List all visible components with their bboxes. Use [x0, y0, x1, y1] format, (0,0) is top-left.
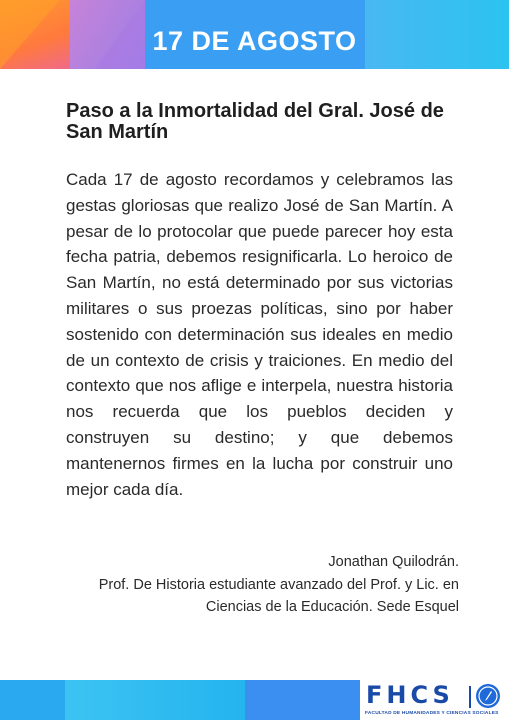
article-heading: Paso a la Inmortalidad del Gral. José de San Martín — [66, 100, 444, 143]
footer-block — [245, 680, 360, 720]
footer-block — [65, 680, 245, 720]
signature-block — [39, 551, 459, 619]
author-role-line-2: Ciencias de la Educación. Sede Esquel — [205, 599, 459, 615]
pen-nib-icon — [476, 684, 500, 708]
logo-divider — [469, 686, 471, 708]
header-banner — [0, 0, 509, 69]
fhcs-logo — [360, 680, 509, 720]
article-body: Cada 17 de agosto recordamos y celebramos las gestas gloriosas que realizo José de San Martín. A pesar de lo protocolar que puede parecer hoy esta fecha patria, debemos resignificarla. Lo heroico de San Martín, no está determinado por sus victorias militares o sus proezas políticas, sino por haber sostenido con determinación sus ideales en medio de un contexto de crisis y traiciones. En medio del contexto que nos aflige e interpela, nuestra historia nos recuerda que los pueblos deciden y construyen su destino; y que debemos mantenernos firmes en la lucha por construir uno mejor cada día. — [66, 170, 453, 499]
footer-block — [0, 680, 65, 720]
logo-subtitle: FACULTAD DE HUMANIDADES Y CIENCIAS SOCIALES — [365, 711, 499, 716]
page-title-text: 17 DE AGOSTO — [152, 26, 357, 56]
logo-wordmark: FHCS — [366, 681, 454, 709]
author-role-line-1: Prof. De Historia estudiante avanzado del Prof. y Lic. en — [98, 576, 459, 593]
footer-bar — [0, 680, 509, 720]
author-name: Jonathan Quilodrán. — [328, 554, 459, 570]
page-title — [0, 0, 509, 69]
